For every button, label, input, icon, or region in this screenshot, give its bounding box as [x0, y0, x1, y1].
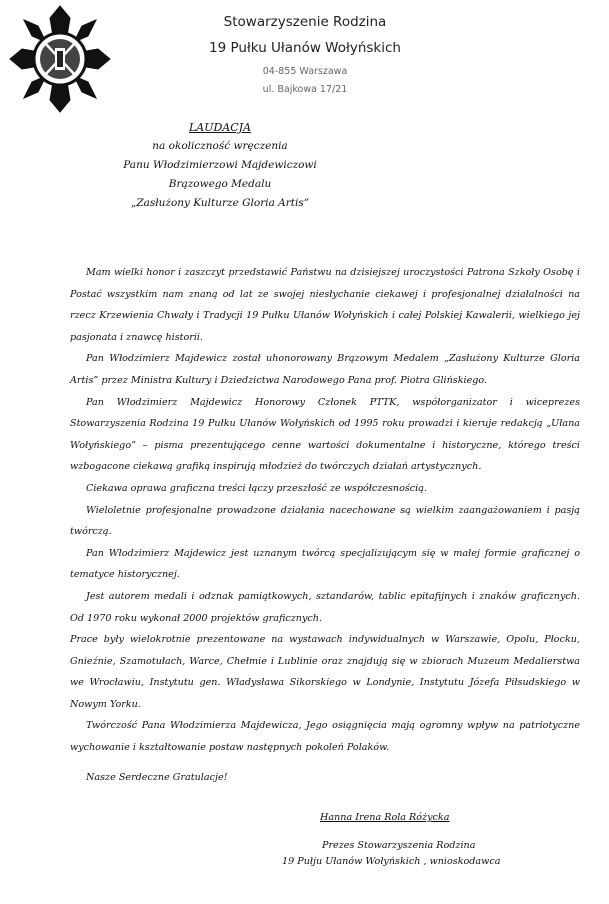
address-street: ul. Bajkowa 17/21 — [262, 84, 348, 95]
paragraph-3: Pan Włodzimierz Majdewicz Honorowy Członek PTTK, współorganizator i wiceprezes Stowarzyszenia Rodzina 19 Pułku Ułanów Wołyńskich od 1995 roku prowadzi i kieruje redakcją „Ułana Wołyńskiego” – pisma prezentującego cenne wartości dokumentalne i historyczne, którego treści wzbogacone ciekawą grafiką inspirują młodzież do twórczych działań artystycznych. — [70, 396, 580, 473]
regimental-cross-emblem-icon — [8, 4, 112, 114]
title-line-3: Panu Włodzimierzowi Majdewiczowi — [123, 159, 317, 171]
signatory-name: Hanna Irena Rola Różycka — [320, 812, 450, 823]
paragraph-5: Wieloletnie profesjonalne prowadzone działania nacechowane są wielkim zaangażowaniem i pasją twórczą. — [70, 504, 580, 538]
paragraph-9: Twórczość Pana Włodzimierza Majdewicza, Jego osiągnięcia mają ogromny wpływ na patriotyczne wychowanie i kształtowanie postaw następnych pokoleń Polaków. — [70, 720, 580, 754]
title-line-5: „Zasłużony Kulturze Gloria Artis” — [130, 197, 310, 209]
paragraph-6: Pan Włodzimierz Majdewicz jest uznanym twórcą specjalizującym się w małej formie graficznej o tematyce historycznej. — [70, 547, 580, 581]
paragraph-1: Mam wielki honor i zaszczyt przedstawić Państwu na dzisiejszej uroczystości Patrona Szkoły Osobę i Postać wszystkim nam znaną od lat ze swojej niesłychanie ciekawej i profesjonalnej działalności na rzecz Krzewienia Chwały i Tradycji 19 Pułku Ułanów Wołyńskich i całej Polskiej Kawalerii, wielkiego jej pasjonata i znawcę historii. — [70, 267, 580, 343]
paragraph-2: Pan Włodzimierz Majdewicz został uhonorowany Brązowym Medalem „Zasłużony Kulturze Gloria Artis” przez Ministra Kultury i Dziedzictwa Narodowego Pana prof. Piotra Glińskiego. — [70, 353, 580, 386]
signatory-role-line1: Prezes Stowarzyszenia Rodzina — [322, 840, 476, 851]
organization-name-line1: Stowarzyszenie Rodzina — [223, 14, 387, 30]
signatory-role-line2: 19 Pułju Ułanów Wołyńskich , wnioskodawca — [282, 856, 501, 867]
title-line-1: LAUDACJA — [188, 121, 252, 134]
title-line-4: Brązowego Medalu — [168, 178, 272, 190]
closing-congratulations: Nasze Serdeczne Gratulacje! — [86, 771, 228, 783]
organization-name-line2: 19 Pułku Ułanów Wołyńskich — [209, 40, 401, 56]
paragraph-8: Prace były wielokrotnie prezentowane na wystawach indywidualnych w Warszawie, Opolu, Płocku, Gnieźnie, Szamotułach, Warce, Chełmie i Lublinie oraz znajdują się w zbiorach Muzeum Medalierstwa we Wrocławiu, Instytutu gen. Władysława Sikorskiego w Londynie, Instytutu Józefa Piłsudskiego w Nowym Yorku. — [70, 634, 580, 710]
paragraph-4: Ciekawa oprawa graficzna treści łączy przeszłość ze współczesnością. — [86, 482, 428, 494]
paragraph-7: Jest autorem medali i odznak pamiątkowych, sztandarów, tablic epitafijnych i znaków graficznych. Od 1970 roku wykonał 2000 projektów graficznych. — [70, 590, 580, 624]
address-city: 04-855 Warszawa — [262, 66, 348, 77]
laudation-body — [70, 262, 580, 788]
document-title — [90, 118, 350, 213]
title-line-2: na okoliczność wręczenia — [152, 140, 288, 152]
